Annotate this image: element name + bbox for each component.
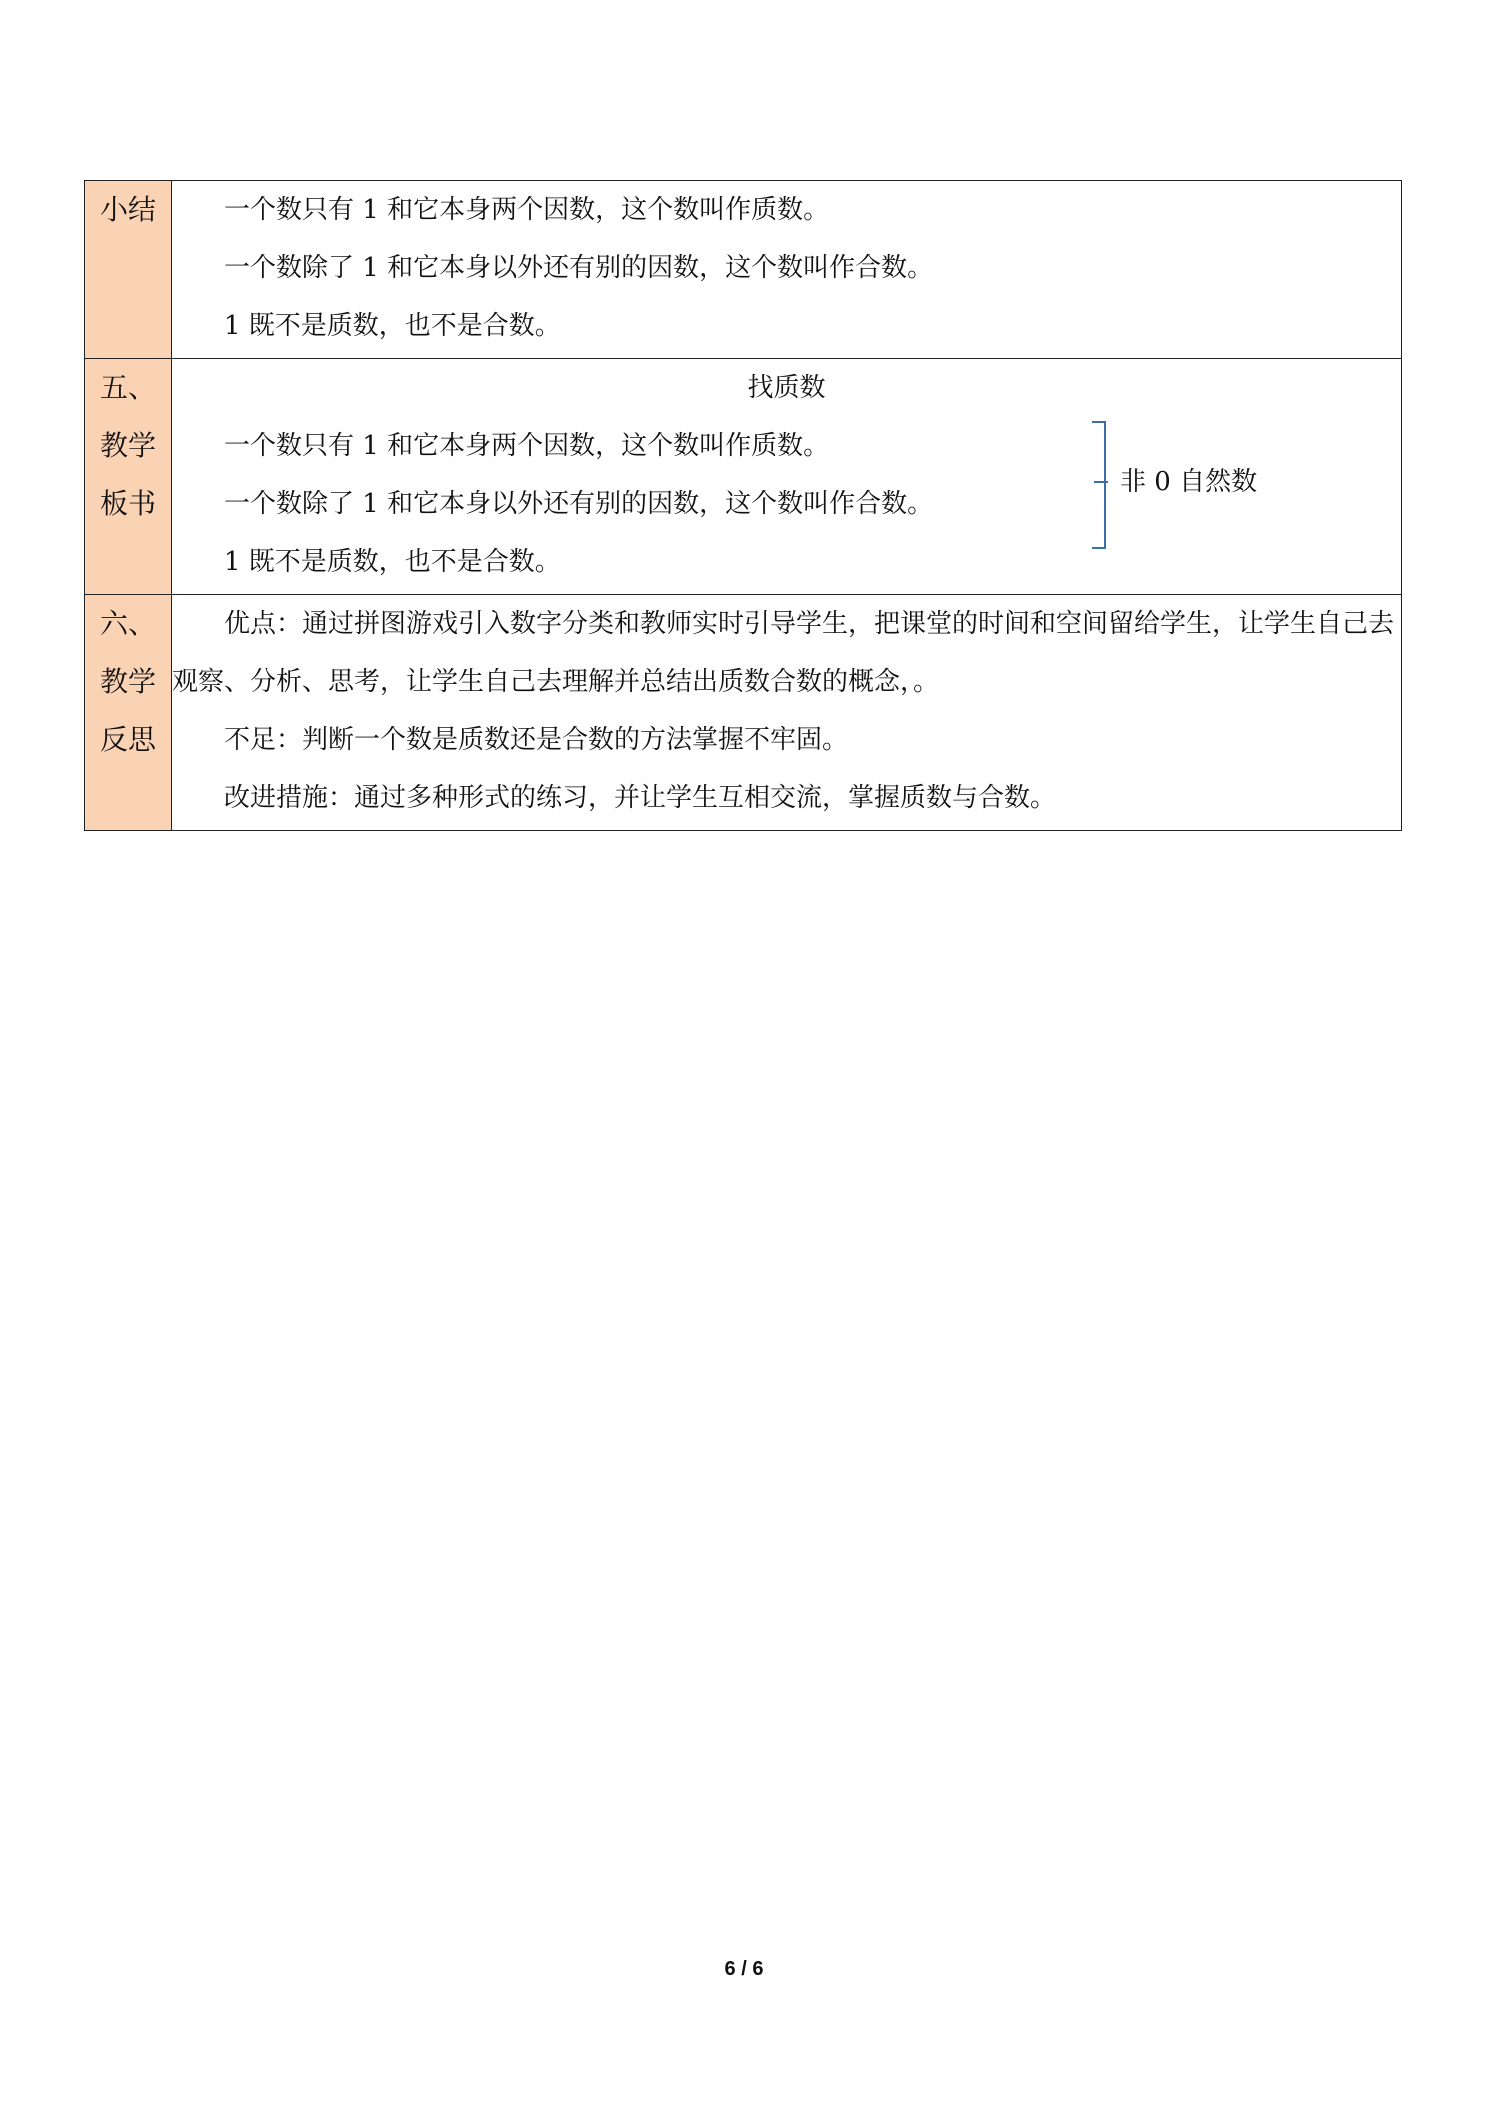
reflection-content-cell [172, 595, 1402, 831]
board-content-cell [172, 359, 1402, 595]
reflection-label-cell [85, 595, 172, 831]
right-bracket-icon [1092, 421, 1106, 549]
bracket-tick-icon [1094, 481, 1108, 483]
summary-row [85, 181, 1402, 359]
paragraph: 不足：判断一个数是质数还是合数的方法掌握不牢固。 [224, 725, 849, 755]
paragraph: 优点：通过拼图游戏引入数字分类和教师实时引导学生，把课堂的时间和空间留给学生，让学生自己去观察、分析、思考，让学生自己去理解并总结出质数合数的概念，。 [172, 609, 1395, 697]
row-label-text: 小结 [99, 193, 156, 226]
paragraph: 改进措施：通过多种形式的练习，并让学生互相交流，掌握质数与合数。 [224, 783, 1057, 813]
summary-content-cell [172, 181, 1402, 359]
paragraph: 一个数只有 1 和它本身两个因数，这个数叫作质数。 [224, 195, 830, 225]
row-label-text: 教学 [99, 429, 156, 462]
board-label-cell [85, 359, 172, 595]
blackboard-layout [172, 359, 1401, 591]
row-label-text: 板书 [99, 487, 156, 520]
reflection-row [85, 595, 1402, 831]
board-title: 找质数 [747, 373, 826, 403]
paragraph: 一个数除了 1 和它本身以外还有别的因数，这个数叫作合数。 [224, 253, 934, 283]
lesson-plan-table [84, 180, 1402, 831]
paragraph: 一个数只有 1 和它本身两个因数，这个数叫作质数。 [224, 431, 830, 461]
board-row [85, 359, 1402, 595]
row-label-text: 六、 [99, 607, 156, 640]
summary-label-cell [85, 181, 172, 359]
page-number: 6 / 6 [724, 1958, 764, 1980]
row-label-text: 反思 [99, 723, 156, 756]
row-label-text: 教学 [99, 665, 156, 698]
paragraph: 1 既不是质数，也不是合数。 [224, 311, 561, 341]
paragraph: 1 既不是质数，也不是合数。 [224, 547, 561, 577]
bracket-label: 非 0 自然数 [1120, 467, 1258, 497]
paragraph: 一个数除了 1 和它本身以外还有别的因数，这个数叫作合数。 [224, 489, 934, 519]
row-label-text: 五、 [99, 371, 156, 404]
